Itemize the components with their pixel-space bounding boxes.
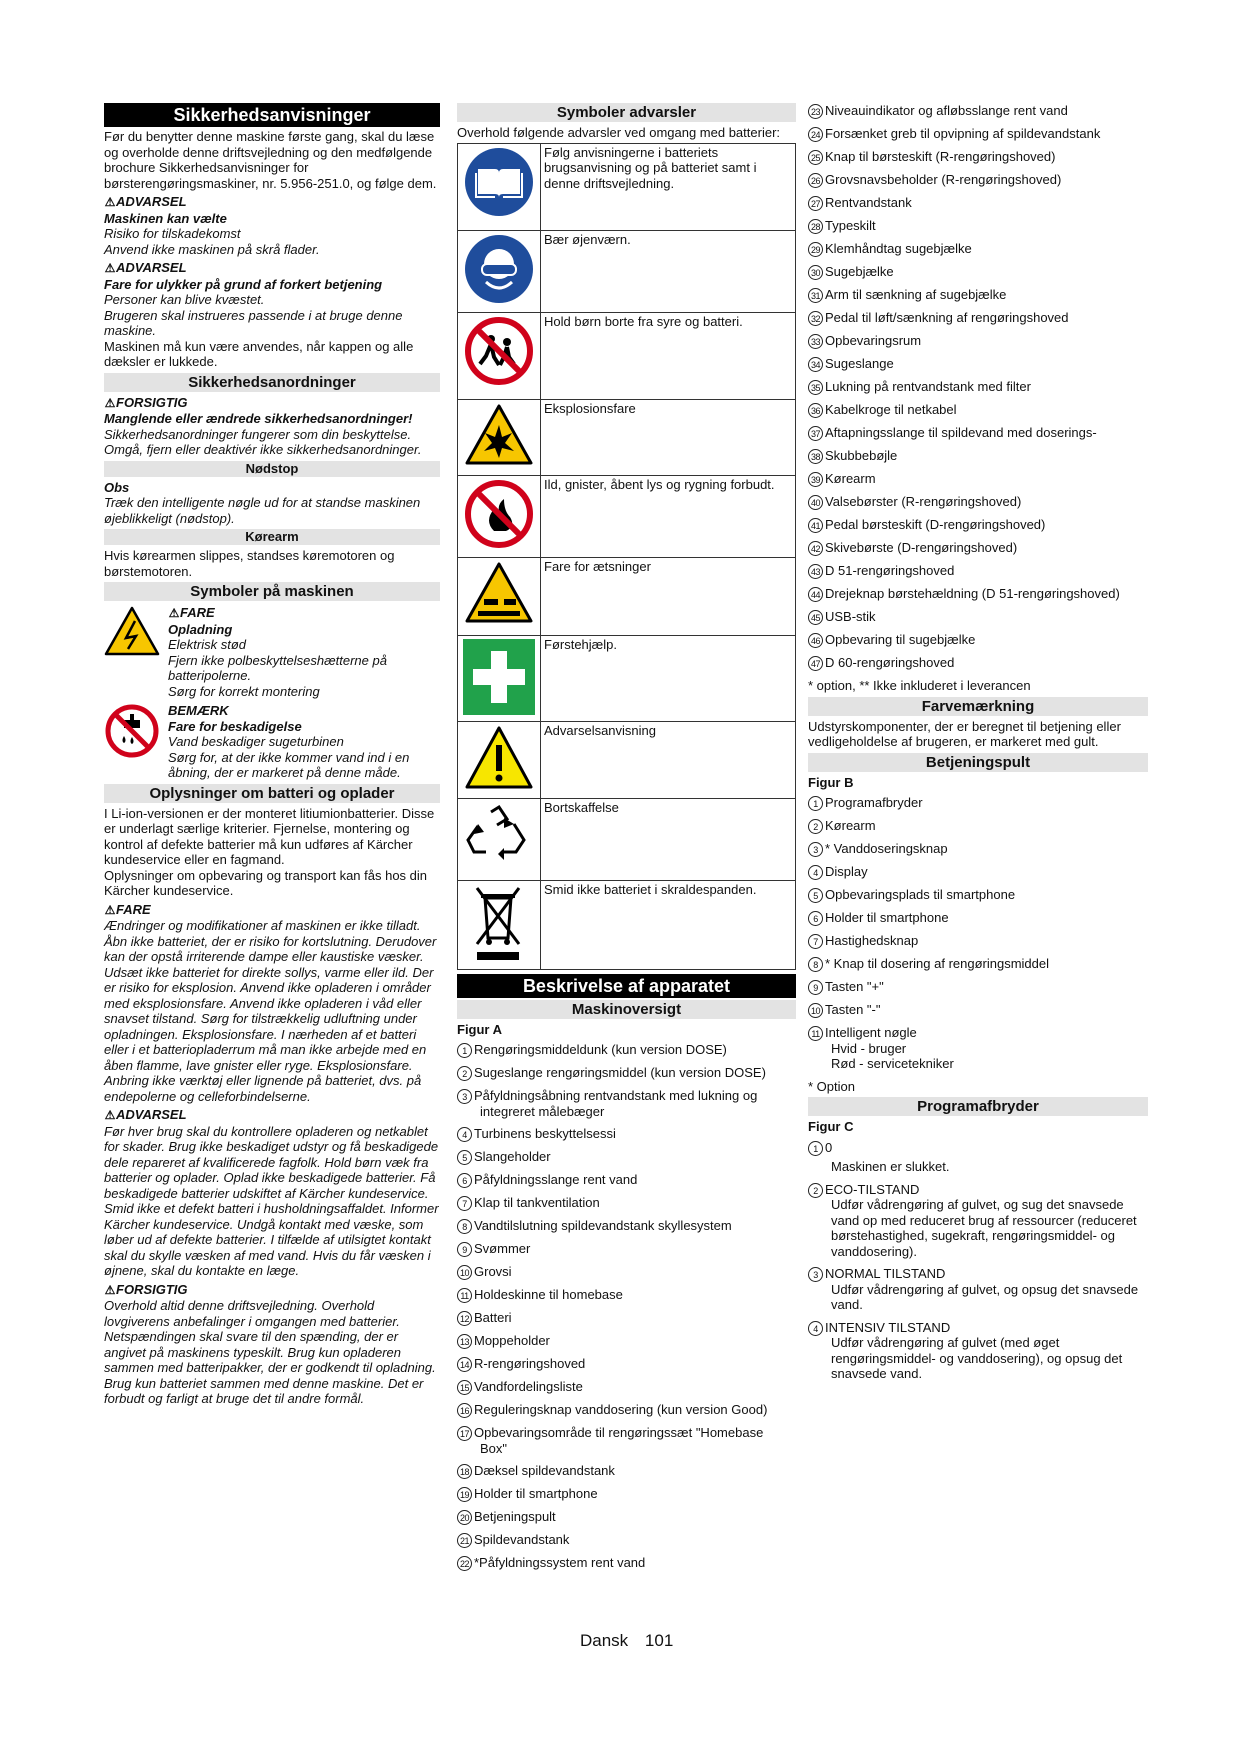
overview-list [457,1042,796,1571]
item-text: Drejeknap børstehældning (D 51-rengøringshoved) [825,586,1120,601]
item-number: 38 [808,449,823,464]
warning-text: Før hver brug skal du kontrollere opladeren og netkablet for skader. Brug ikke beskadiget udstyr og få beskadigede dele repareret af kvalificerede fagfolk. Hold børn væk fra batterier og oplader. Oplad ikke beskadigede batterier. Få beskadigede batterier udskiftet af Kärcher kundeservice. Smid ikke et defekt batteri i husholdningsaffaldet. Informer Kärcher kundeservice. Undgå kontakt med væske, som løber ud af defekte batterier. I tilfælde af utilsigtet kontakt skal du skylle væsken af med vand. Hvis du får væsken i øjnene, skal du kontakte en læge. [104,1123,439,1278]
battery-text: I Li-ion-versionen er der monteret litiumionbatterier. Disse er underlagt særlige kriterier. Fjernelse, montering og kontrol af defekte batterier må kun udføres af Kärcher kundeservice eller en fagmand. [104,805,435,867]
warning-label: ⚠ADVARSEL [104,194,187,209]
table-row [458,399,796,475]
footnote: * option, ** Ikke inkluderet i leverancen [808,678,1031,693]
warning-text: Anvend ikke maskinen på skrå flader. [104,241,320,257]
item-number: 26 [808,173,823,188]
item-description: Udfør vådrengøring af gulvet, og opsug det snavsede vand. [831,1281,1139,1312]
item-number: 46 [808,633,823,648]
item-number: 22 [457,1556,472,1571]
battery-text: Oplysninger om opbevaring og transport kan fås hos din Kärcher kundeservice. [104,867,428,898]
item-text: Betjeningspult [474,1509,556,1524]
section-title-safety: Sikkerhedsanvisninger [104,103,440,127]
item-text: Tasten "-" [825,1002,881,1017]
item-text: Grovsi [474,1264,512,1279]
item-text: Reguleringsknap vanddosering (kun version Good) [474,1402,768,1417]
table-row [458,799,796,881]
list-item [457,1486,796,1502]
warning-triangle-icon: ⚠ [104,395,116,410]
list-item [808,887,1148,903]
warning-triangle-icon: ⚠ [168,606,180,620]
warning-icon [464,725,534,791]
symbol-text: Advarselsanvisning [541,722,796,799]
list-item [457,1042,796,1058]
item-number: 9 [808,980,823,995]
item-number: 43 [808,564,823,579]
warning-triangle-icon: ⚠ [104,902,116,917]
warning-triangle-icon: ⚠ [104,1108,116,1122]
symbol-danger-row [104,605,440,699]
warning-text: Maskinen må kun være anvendes, når kappen og alle dæksler er lukkede. [104,338,414,369]
item-number: 7 [457,1196,472,1211]
item-text: R-rengøringshoved [474,1356,586,1371]
section-title-description: Beskrivelse af apparatet [457,974,796,998]
item-text: USB-stik [825,609,876,624]
item-number: 23 [808,104,823,119]
program-switch-list [808,1140,1148,1382]
list-item [457,1195,796,1211]
caution-label: ⚠FORSIGTIG [104,1281,188,1297]
item-number: 19 [457,1487,472,1502]
list-item [808,218,1148,234]
item-number: 13 [457,1334,472,1349]
page-footer [580,1633,673,1649]
drive-arm-text: Hvis kørearmen slippes, standses køremotoren og børstemotoren. [104,548,395,579]
symbol-text: Sørg for korrekt montering [168,683,320,699]
item-text: Intelligent nøgle [825,1025,917,1040]
item-number: 2 [457,1066,472,1081]
list-item [457,1287,796,1303]
item-text: D 51-rengøringshoved [825,563,955,578]
item-number: 29 [808,242,823,257]
item-number: 4 [808,865,823,880]
item-number: 37 [808,426,823,441]
table-row [458,312,796,399]
symbol-title: Opladning [168,621,233,637]
list-item [808,1002,1148,1018]
item-number: 18 [457,1464,472,1479]
item-number: 6 [457,1173,472,1188]
table-row [458,557,796,635]
item-text: Klemhåndtag sugebjælke [825,241,972,256]
item-number: 14 [457,1357,472,1372]
item-number: 36 [808,403,823,418]
item-text: Påfyldningsåbning rentvandstank med lukning og [474,1088,758,1103]
item-description: Udfør vådrengøring af gulvet, og sug det snavsede vand op med reduceret brug af ressourcer (reduceret børstehastighed, sugekraft, rengøringsmiddel- og vanddosering). [831,1197,1137,1259]
heading-safety-devices: Sikkerhedsanordninger [104,373,440,392]
item-number: 1 [457,1043,472,1058]
item-number: 25 [808,150,823,165]
item-text: Påfyldningsslange rent vand [474,1172,638,1187]
item-number: 3 [808,1267,823,1282]
no-water-icon [104,703,160,759]
item-text: Spildevandstank [474,1532,570,1547]
caution-text: Omgå, fjern eller deaktivér ikke sikkerhedsanordninger. [104,442,422,457]
warning-title: Maskinen kan vælte [104,210,227,226]
item-number: 21 [457,1533,472,1548]
item-text: Display [825,864,868,879]
symbols-intro: Overhold følgende advarsler ved omgang med batterier: [457,125,781,140]
item-text: Forsænket greb til opvipning af spildevandstank [825,126,1101,141]
control-panel-list [808,795,1148,1072]
item-text: Svømmer [474,1241,531,1256]
symbol-text: Ild, gnister, åbent lys og rygning forbudt. [541,475,796,557]
item-text: Kørearm [825,471,876,486]
item-text: Batteri [474,1310,512,1325]
item-number: 17 [457,1426,472,1441]
symbol-text: Fjern ikke polbeskyttelseshætterne på batteripolerne. [168,652,387,683]
item-text: Sugeslange [825,356,894,371]
warning-label: ⚠ADVARSEL [104,1107,187,1122]
list-item [808,540,1148,556]
caution-text: Sikkerhedsanordninger fungerer som din beskyttelse. [104,426,412,442]
list-item [457,1065,796,1081]
item-text: Typeskilt [825,218,876,233]
item-number: 4 [457,1127,472,1142]
list-item [808,402,1148,418]
keep-children-away-icon [464,316,534,386]
list-item [808,241,1148,257]
item-number: 12 [457,1311,472,1326]
list-item [808,172,1148,188]
list-item [808,1266,1148,1313]
list-item [808,379,1148,395]
color-coding-text: Udstyrskomponenter, der er beregnet til betjening eller vedligeholdelse af brugeren, er markeret med gult. [808,718,1121,749]
item-text: Sugebjælke [825,264,894,279]
eye-protection-icon [464,234,534,304]
list-item [808,195,1148,211]
table-row [458,475,796,557]
list-item [808,586,1148,602]
item-number: 2 [808,819,823,834]
item-number: 32 [808,311,823,326]
list-item [808,356,1148,372]
list-item [808,425,1148,441]
symbol-text: Følg anvisningerne i batteriets brugsanvisning og på batteriet samt i denne driftsvejledning. [541,143,796,230]
item-number: 6 [808,911,823,926]
item-text: Sugeslange rengøringsmiddel (kun version DOSE) [474,1065,766,1080]
heading-machine-symbols: Symboler på maskinen [104,582,440,601]
warning-triangle-icon: ⚠ [104,1282,116,1297]
list-item [808,287,1148,303]
item-text: Pedal til løft/sænkning af rengøringshoved [825,310,1069,325]
caution-label: ⚠FORSIGTIG [104,394,188,410]
list-item [808,517,1148,533]
item-text: Opbevaring til sugebjælke [825,632,976,647]
list-item [808,1182,1148,1260]
item-text: Opbevaringsplads til smartphone [825,887,1016,902]
page-number: 101 [644,1631,674,1650]
figure-c-label: Figur C [808,1119,854,1134]
item-text: Dæksel spildevandstank [474,1463,615,1478]
item-text: Holdeskinne til homebase [474,1287,623,1302]
symbol-text: Hold børn borte fra syre og batteri. [541,312,796,399]
list-item [808,933,1148,949]
item-text: * Knap til dosering af rengøringsmiddel [825,956,1050,971]
item-subtext: Hvid - bruger [831,1040,907,1056]
warning-text: Brugeren skal instrueres passende i at bruge denne maskine. [104,307,403,338]
item-number: 34 [808,357,823,372]
footer-language: Dansk [580,1631,629,1650]
item-text: Klap til tankventilation [474,1195,600,1210]
read-manual-icon [464,147,534,217]
item-number: 11 [457,1288,472,1303]
item-number: 1 [808,796,823,811]
heading-battery-info: Oplysninger om batteri og oplader [104,784,440,803]
item-number: 1 [808,1141,823,1156]
item-text: integreret målebæger [480,1103,605,1119]
item-number: 39 [808,472,823,487]
item-text: Vandfordelingsliste [474,1379,583,1394]
list-item [808,333,1148,349]
list-item [808,795,1148,811]
list-item [808,632,1148,648]
list-item [457,1379,796,1395]
warning-text: Risiko for tilskadekomst [104,226,241,241]
item-text: Programafbryder [825,795,923,810]
item-text: Hastighedsknap [825,933,919,948]
list-item [457,1463,796,1479]
item-text: Skivebørste (D-rengøringshoved) [825,540,1018,555]
list-item [808,979,1148,995]
list-item [808,1320,1148,1382]
item-number: 44 [808,587,823,602]
warning-triangle-icon: ⚠ [104,261,116,275]
heading-program-switch: Programafbryder [808,1097,1148,1116]
list-item [808,910,1148,926]
table-row [458,230,796,312]
list-item [457,1356,796,1372]
option-note: * Option [808,1078,855,1094]
item-text: * Vanddoseringsknap [825,841,948,856]
item-text: Vandtilslutning spildevandstank skyllesystem [474,1218,732,1233]
item-number: 3 [808,842,823,857]
notice-label: BEMÆRK [168,703,229,718]
list-item [808,126,1148,142]
item-number: 10 [808,1003,823,1018]
symbol-text: Eksplosionsfare [541,399,796,475]
symbol-title: Fare for beskadigelse [168,718,302,734]
item-text: Grovsnavsbeholder (R-rengøringshoved) [825,172,1062,187]
obs-label: Obs [104,479,130,495]
heading-machine-overview: Maskinoversigt [457,1000,796,1019]
item-text: Tasten "+" [825,979,884,994]
item-number: 27 [808,196,823,211]
item-text: Moppeholder [474,1333,550,1348]
item-subtext: Rød - servicetekniker [831,1056,954,1071]
list-item [457,1509,796,1525]
electric-shock-icon [104,605,160,657]
symbol-text: Fare for ætsninger [541,557,796,635]
list-item [457,1088,796,1119]
figure-b-label: Figur B [808,774,854,790]
list-item [457,1149,796,1165]
caution-text: Overhold altid denne driftsvejledning. Overhold lovgiverens anbefalinger i omgangen med batterier. Netspændingen skal svare til den spænding, der er angivet på maskinens typeskilt. Brug kun opladeren sammen med batteripakker, der er godkendt til opladning. Brug kun batteriet sammen med denne maskine. Det er forbudt og farligt at bruge det til andre formål. [104,1298,436,1406]
warning-label: ⚠ADVARSEL [104,260,187,275]
recycle-icon [464,802,534,866]
list-item [808,864,1148,880]
item-number: 2 [808,1183,823,1198]
first-aid-icon [463,639,535,715]
table-row [458,722,796,799]
item-text: 0 [825,1139,833,1155]
symbol-text: Vand beskadiger sugeturbinen [168,734,344,749]
item-text: Skubbebøjle [825,448,898,463]
item-number: 4 [808,1321,823,1336]
heading-emergency-stop: Nødstop [104,461,440,477]
overview-list-continued [808,103,1148,671]
item-text: Kabelkroge til netkabel [825,402,957,417]
column-middle [457,103,796,1578]
list-item [808,448,1148,464]
item-number: 5 [457,1150,472,1165]
list-item [457,1532,796,1548]
table-row [458,881,796,970]
table-row [458,143,796,230]
list-item [457,1218,796,1234]
symbol-text: Smid ikke batteriet i skraldespanden. [541,881,796,970]
list-item [808,609,1148,625]
item-number: 33 [808,334,823,349]
list-item [808,1140,1148,1175]
obs-text: Træk den intelligente nøgle ud for at standse maskinen øjeblikkeligt (nødstop). [104,495,421,526]
item-text: Rengøringsmiddeldunk (kun version DOSE) [474,1042,727,1057]
figure-a-label: Figur A [457,1021,503,1037]
item-number: 15 [457,1380,472,1395]
list-item [457,1425,796,1456]
caution-title: Manglende eller ændrede sikkerhedsanordninger! [104,411,413,426]
danger-label: FARE [180,605,215,620]
item-text: INTENSIV TILSTAND [825,1319,951,1335]
list-item [457,1241,796,1257]
item-number: 24 [808,127,823,142]
item-text: Lukning på rentvandstank med filter [825,379,1031,394]
list-item [457,1126,796,1142]
item-text: ECO-TILSTAND [825,1181,920,1197]
item-number: 47 [808,656,823,671]
item-number: 5 [808,888,823,903]
item-text: Box" [480,1440,508,1456]
item-text: Niveauindikator og afløbsslange rent vand [825,103,1068,118]
symbol-text: Førstehjælp. [541,635,796,722]
list-item [808,1025,1148,1072]
column-right [808,103,1148,1389]
item-number: 45 [808,610,823,625]
item-text: *Påfyldningssystem rent vand [474,1555,646,1570]
item-number: 41 [808,518,823,533]
item-number: 16 [457,1403,472,1418]
item-number: 8 [808,957,823,972]
list-item [808,494,1148,510]
item-text: Valsebørster (R-rengøringshoved) [825,494,1022,509]
item-number: 3 [457,1089,472,1104]
list-item [457,1310,796,1326]
item-text: Opbevaringsområde til rengøringssæt "Homebase [474,1425,764,1440]
item-number: 8 [457,1219,472,1234]
symbol-text: Elektrisk stød [168,637,247,652]
list-item [808,264,1148,280]
item-text: Opbevaringsrum [825,333,922,348]
item-text: Knap til børsteskift (R-rengøringshoved) [825,149,1056,164]
explosion-icon [464,403,534,467]
item-text: NORMAL TILSTAND [825,1266,946,1281]
list-item [457,1402,796,1418]
no-fire-icon [464,479,534,549]
intro-text: Før du benytter denne maskine første gang, skal du læse og overholde denne driftsvejledning og den medfølgende brochure Sikkerhedsanvisninger for børsterengøringsmaskiner, nr. 5.956-251.0, og følge dem. [104,129,437,191]
symbol-notice-row [104,703,440,781]
item-number: 28 [808,219,823,234]
list-item [808,310,1148,326]
symbol-table [457,143,796,970]
item-text: Holder til smartphone [825,910,949,925]
heading-symbol-warnings: Symboler advarsler [457,103,796,122]
heading-control-panel: Betjeningspult [808,753,1148,772]
item-number: 11 [808,1026,823,1041]
column-left [104,103,440,1407]
item-text: Holder til smartphone [474,1486,598,1501]
list-item [808,956,1148,972]
item-number: 30 [808,265,823,280]
item-text: Arm til sænkning af sugebjælke [825,287,1007,302]
item-text: Aftapningsslange til spildevand med doserings- [825,425,1097,440]
list-item [808,841,1148,857]
list-item [457,1555,796,1571]
item-text: Pedal børsteskift (D-rengøringshoved) [825,517,1046,532]
item-number: 7 [808,934,823,949]
item-description: Udfør vådrengøring af gulvet (med øget rengøringsmiddel- og vanddosering), og opsug det snavsede vand. [831,1335,1123,1381]
danger-text: Ændringer og modifikationer af maskinen er ikke tilladt. Åbn ikke batteriet, der er risiko for kortslutning. Derudover kan der opstå irriterende dampe eller kaustiske væsker. Udsæt ikke batteriet for direkte sollys, varme eller ild. Der er risiko for eksplosion. Anvend ikke opladeren i områder med eksplosionsfare. Anvend ikke opladeren i våd eller snavset tilstand. Sørg for tilstrækkelig udluftning under opladningen. Eksplosionsfare. I nærheden af et batteri eller i et batteriopladerrum må man ikke arbejde med en åben flamme, lave gnister eller ryge. Eksplosionsfare. Anbring ikke værktøj eller lignende på batteriet, dvs. på endepolerne og celleforbindelserne. [104,918,437,1104]
item-text: Rentvandstank [825,195,912,210]
warning-text: Personer kan blive kvæstet. [104,292,265,307]
item-number: 10 [457,1265,472,1280]
symbol-text: Sørg for, at der ikke kommer vand ind i en åbning, der er markeret på denne måde. [168,749,410,780]
list-item [808,818,1148,834]
heading-color-coding: Farvemærkning [808,697,1148,716]
item-text: D 60-rengøringshoved [825,655,955,670]
list-item [808,655,1148,671]
corrosive-icon [464,561,534,625]
item-number: 35 [808,380,823,395]
list-item [808,149,1148,165]
symbol-text: Bortskaffelse [541,799,796,881]
warning-title: Fare for ulykker på grund af forkert betjening [104,276,383,292]
item-number: 9 [457,1242,472,1257]
list-item [808,103,1148,119]
item-text: Turbinens beskyttelsessi [474,1126,616,1141]
item-text: Kørearm [825,818,876,833]
item-text: Slangeholder [474,1149,551,1164]
item-description: Maskinen er slukket. [831,1159,950,1174]
warning-triangle-icon: ⚠ [104,195,116,209]
heading-drive-arm: Kørearm [104,529,440,545]
list-item [808,471,1148,487]
list-item [457,1333,796,1349]
danger-label: ⚠FARE [104,901,151,917]
table-row [458,635,796,722]
item-number: 31 [808,288,823,303]
symbol-text: Bær øjenværn. [541,230,796,312]
item-number: 40 [808,495,823,510]
item-number: 42 [808,541,823,556]
no-bin-icon [469,884,529,962]
item-number: 20 [457,1510,472,1525]
list-item [457,1264,796,1280]
list-item [808,563,1148,579]
list-item [457,1172,796,1188]
